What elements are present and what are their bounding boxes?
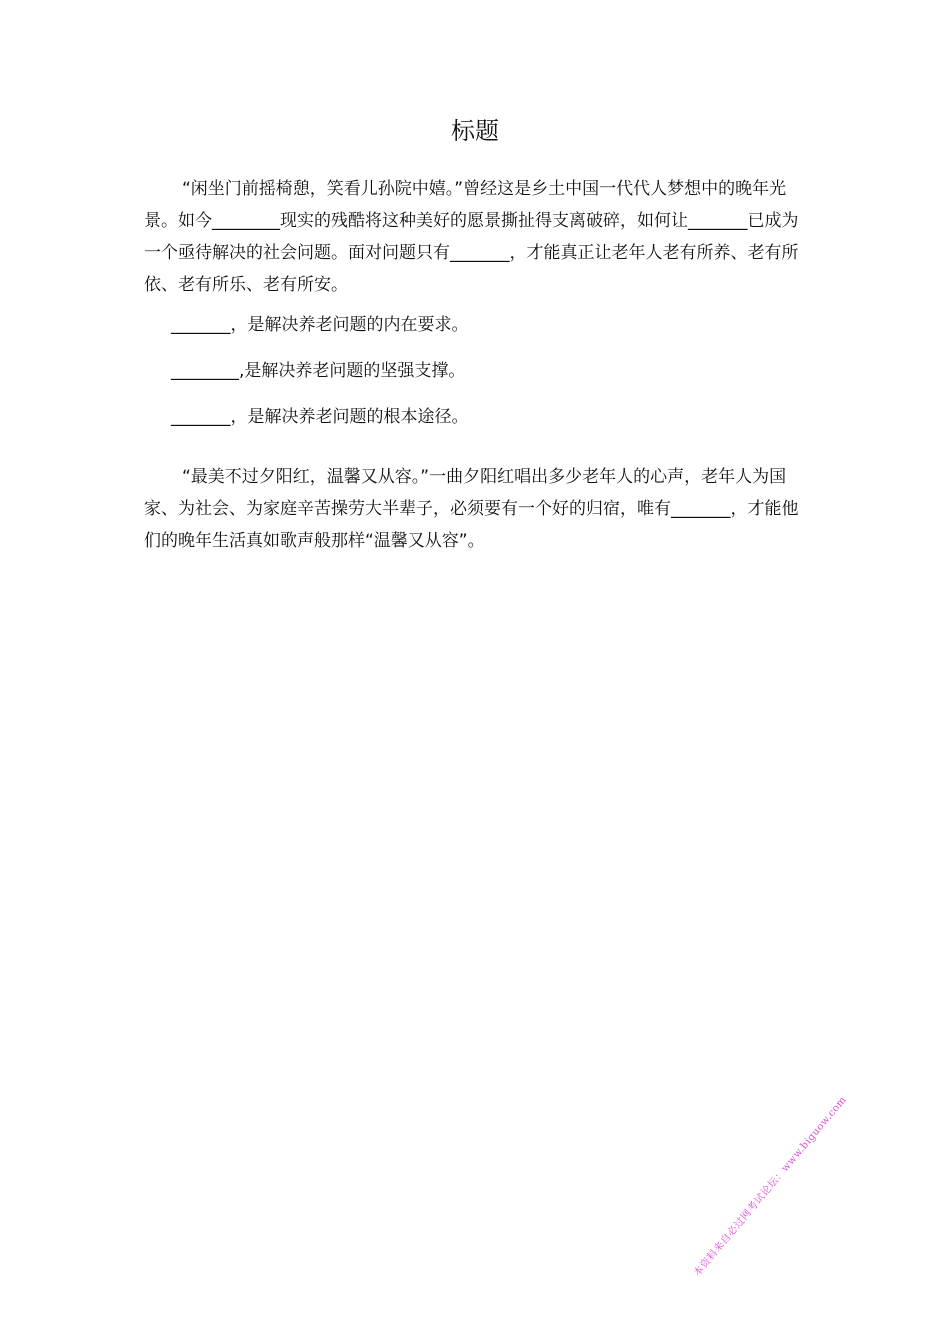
closing-paragraph: “最美不过夕阳红，温馨又从容。”一曲夕阳红唱出多少老年人的心声，老年人为国家、为社会、为家庭辛苦操劳大半辈子，必须要有一个好的归宿，唯有_______，才能他们的晚年生活真如歌声般那样“温馨又从容”。 [144,467,799,551]
point-line-3: _______，是解决养老问题的根本途径。 [171,407,469,427]
watermark-text: 本资料来自必过网考试论坛：www.biguow.com [691,1094,849,1279]
document-title: 标题 [451,117,499,145]
intro-paragraph: “闲坐门前摇椅憩，笑看儿孙院中嬉。”曾经这是乡土中国一代代人梦想中的晚年光景。如今________现实的残酷将这种美好的愿景撕扯得支离破碎，如何让_______已成为一个亟待解决的社会问题。面对问题只有_______，才能真正让老年人老有所养、老有所依、老有所乐、老有所安。 [144,179,799,295]
point-line-2: ________,是解决养老问题的坚强支撑。 [171,361,466,381]
point-line-1: _______，是解决养老问题的内在要求。 [171,315,469,335]
